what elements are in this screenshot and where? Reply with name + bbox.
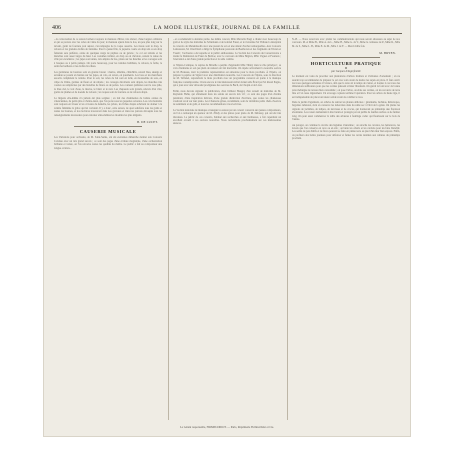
section-number: II [344, 66, 348, 71]
article-paragraph: ...la conversation de ce saison formera toujours le manteau d'hiver, très élancé, d'une largeur ordinaire et qui se portera avec les robes de visite du jour; le manteau ajusté dans le dos, un peu plus long sur le devant, garni de fourrure tout autour, s'accompagne de la toque assortie. Les tissus sont le drap, le velours et les grandes étoffes de fantaisie. Pour la jeune fille, la jaquette courte en drap uni ou en drap fantaisie sera préférée, ornée de quelques rangs de piqûres ou de galons ; le col est rabattu et les manches sont assez larges du haut. Les costumes tailleur, en drap ou en cheviote, restent la tenue de ville par excellence ; les jupes sont unies, très amples du bas, plates sur les hanches et les corsages sont à basques ou à petits paniers. On porte beaucoup, pour les toilettes habillées, le velours, la faille, le satin merveilleux et les étoffes brochées. [54, 38, 162, 69]
article-paragraph: Les garnitures de fourrure sont en grande faveur : martre, zibeline, chinchilla, renard bleu, skungs et astrakan se posent en bandes sur les jupes, en cols, en revers, en parements. Les boas et les manchons assortis complètent la toilette. Pour le soir, les robes de bal sont en tulle, en mousseline de soie, en crêpe de Chine, garnies de fleurs et de rubans ; les corsages décolletés sont drapés, les manches très courtes ou remplacées par des bretelles de fleurs ou de perles. Les couleurs préférées sont le rose pâle, le bleu ciel, le vert d'eau, le mauve, le blanc et le noir. Les chapeaux sont grands, relevés d'un côté, garnis de plumes et de noeuds de velours ; les toques sont de fourrure ou de velours drapé. [54, 70, 162, 95]
newspaper-page [44, 18, 410, 436]
article-paragraph: À l'Opéra-Comique, la reprise de Mireille a permis d'applaudir Mlle Thiéry dans le rôle principal ; sa voix charmante et son jeu plein de naturel ont fait merveille. On répète activement la nouvelle oeuvre de M. Bruneau, dont la première représentation est annoncée pour le mois prochain. À l'Opéra, on prépare la reprise de Sigurd avec une distribution nouvelle. Les Concerts de l'Opéra, sous la direction de M. Taffanel, reprendront le mois prochain avec un programme consacré en partie à la musique française contemporaine. Citons encore le très intéressant récital donné salle Érard par M. Raoul Pugno, qui a joué avec une virtuosité prodigieuse des oeuvres de Bach, de Chopin et de Liszt. [173, 63, 281, 88]
page-footer: Le Gérant responsable, FIRMIN-DIDOT. — Paris, Imprimerie Firmin-Didot et Cie. [180, 426, 274, 429]
section-byline: par Jacques d'Aigrefeuille [331, 70, 361, 74]
paragraph-spacer [173, 126, 281, 128]
article-paragraph: Au potager, on continue la récolte des légumes d'automne ; on arrache les carottes, les betteraves, les navets que l'on conserve en cave ou en silo ; on butte les céleris et les cardons pour les faire blanchir. Les semis de pois hâtifs et de fèves peuvent se faire en pleine terre au pied d'un mur bien exposé. Enfin, on profitera des belles journées pour défoncer et fumer les carrés destinés aux cultures du printemps prochain. [292, 123, 400, 141]
article-paragraph: La Société nationale de musique a inauguré sa saison par un concert consacré aux jeunes compositeurs, où l'on a remarqué un quatuor de M. d'Indy et des pièces pour piano de M. Debussy, qui ont été très discutées. Le public de ces concerts, habitué aux recherches et aux hardiesses, a fait cependant un excellent accueil à ces oeuvres nouvelles. Nous reviendrons prochainement sur ces intéressantes séances. [173, 108, 281, 126]
section-divider [312, 57, 380, 58]
columns [54, 38, 400, 420]
section-heading [54, 129, 162, 134]
column-3 [287, 38, 400, 420]
article-paragraph: La lingerie elle-même n'a jamais été plus soignée ; on fait des chemisettes de batiste ornées de valenciennes, de petits plis et d'entre-deux, que l'on porte sous les jaquettes ouvertes. Les cols montants sont toujours en faveur et les cravates de dentelle, les jabots, les fichus drapés achèvent de donner à la toilette féminine la grâce qui lui convient. Il y a donc, cette saison, de quoi satisfaire tous les goûts et toutes les bourses, et nos lectrices trouveront dans nos gravures et dans nos patrons découpés tous les renseignements nécessaires pour exécuter elles-mêmes les modèles les plus élégants. [54, 96, 162, 117]
article-paragraph: Le moment est venu de procéder aux plantations d'arbres fruitiers et d'arbustes d'ornement ; on ne saurait trop recommander de préparer le sol avec soin avant de mettre les sujets en place. Il faut ouvrir les trous quelques semaines à l'avance, afin que la terre ait le temps de s'aérer, et donner à ces trous des dimensions suffisantes pour que les racines puissent s'étaler librement. On garnit le fond avec de bonne terre mélangée de terreau bien consommé ; on pose l'arbre, on étale ses racines, on les recouvre de terre fine et l'on tasse légèrement. Un arrosage copieux termine l'opération. Pour les arbres de haute tige, il est indispensable de placer un tuteur solide avant de combler le trou. [292, 75, 400, 99]
page-header [52, 23, 402, 34]
article-paragraph: N.-B. — Nous recevrons avec plaisir les communications qui nous seront adressées au sujet de nos concours. M. et Mme B., Mlle A. de L., Mme H., Mme G. de V., Mme la comtesse de P., Mme R., Mlle M. de S., Mme L. B., Mme E. de M., Mlle J. de F. — Merci mille fois. [292, 38, 400, 48]
article-paragraph: Enfin, nous devons signaler la publication, chez l'éditeur Heugel, d'un recueil de mélodies de M. Reynaldo Hahn, qui obtiennent dans les salons un succès très vif ; ce sont des pages d'un charme pénétrant, d'une inspiration délicate, d'une grande distinction d'écriture, que toutes les chanteuses voudront avoir sur leur piano. Les Chansons grises, notamment, sont de véritables petits chefs-d'oeuvre de sentiment et de goût, et nous les recommandons à nos lectrices. [173, 89, 281, 107]
column-1 [54, 38, 162, 420]
paragraph-spacer [54, 150, 162, 152]
running-title: LA MODE ILLUSTRÉE, JOURNAL DE LA FAMILLE [153, 25, 301, 31]
column-2 [168, 38, 281, 420]
section-title: CAUSERIE MUSICALE [79, 129, 137, 135]
article-paragraph: Les Variations pour orchestre, de M. Saint-Saëns, ont été exécutées dimanche dernier aux Concerts Colonne avec un très grand succès ; ce sont des pages d'une écriture magistrale, d'une orchestration brillante et variée, où l'on retrouve toutes les qualités du maître. Le public a fait au compositeur une longue ovation... [54, 136, 162, 150]
article-signature: M. BRYEN. [379, 51, 396, 56]
paragraph-spacer [54, 117, 162, 119]
section-title: HORTICULTURE PRATIQUE [310, 60, 382, 66]
article-paragraph: Dans le jardin d'agrément, on achève de rentrer les plantes délicates : géraniums, fuchsias, héliotropes, bégonias tubéreux, dont on conserve les tubercules dans du sable sec à l'abri de la gelée. On plante les oignons de jacinthes, de tulipes, de narcisses et de crocus, qui donneront au printemps une floraison abondante. Les rosiers demandent à être buttés et protégés par un paillis de feuilles sèches ou de fumier long. On peut aussi commencer la taille des arbustes à feuillage caduc qui fleurissent sur le bois de l'année. [292, 101, 400, 122]
paragraph-spacer [292, 141, 400, 143]
page-number: 406 [52, 25, 61, 31]
paragraph-spacer [292, 48, 400, 50]
article-paragraph: ...et a redemandé la dernière partie. Au même concert, Mlle Marcella Pregi a chanté avec beaucoup de goût et de style des mélodies de Schumann et de Gabriel Fauré, et le violoniste M. Thibaud a interprété le concerto de Mendelssohn avec une pureté de son et une sûreté d'archet remarquables. Aux Concerts Lamoureux, M. Chevillard a dirigé la Symphonie pastorale de Beethoven et des fragments de Tristan et Yseult ; l'orchestre a été superbe et le public enthousiaste. La Société des Concerts du Conservatoire a donné la Damnation de Faust de Berlioz, avec le concours de Mme Héglon, MM. Vaguet et Fournets ; l'exécution a été d'une grande perfection et la salle comble. [173, 38, 281, 62]
section-heading [292, 61, 400, 74]
section-divider [74, 126, 142, 127]
article-signature: B. DE LUCET. [137, 119, 158, 124]
